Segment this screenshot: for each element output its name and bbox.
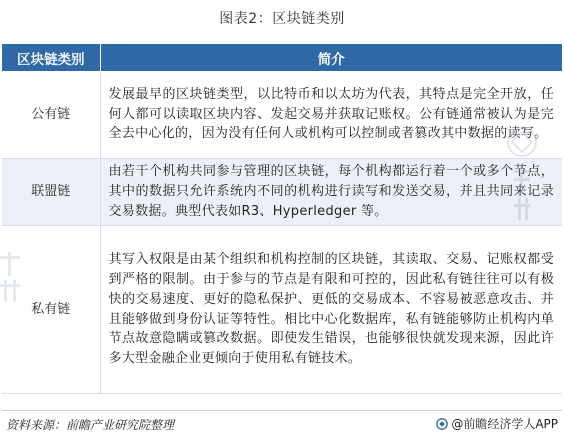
row-type-consortium-chain: 联盟链	[2, 159, 100, 226]
column-header-type: 区块链类别	[2, 44, 100, 71]
table-row	[2, 226, 562, 394]
brand-credit	[436, 415, 558, 432]
bottom-divider	[2, 410, 562, 411]
qianzhan-logo-icon	[436, 418, 448, 430]
figure-title: 图表2：区块链类别	[219, 11, 345, 27]
column-header-description: 简介	[100, 44, 562, 71]
brand-credit-text: @前瞻经济学人APP	[451, 417, 558, 431]
row-type-private-chain: 私有链	[2, 226, 100, 394]
row-description-consortium-chain: 由若干个机构共同参与管理的区块链，每个机构都运行着一个或多个节点，其中的数据只允许系统内不同的机构进行读写和发送交易，并且共同来记录交易数据。典型代表如R3、Hyperledger 等。	[100, 159, 562, 226]
table-row	[2, 71, 562, 159]
row-type-public-chain: 公有链	[2, 71, 100, 159]
row-description-private-chain: 其写入权限是由某个组织和机构控制的区块链，其读取、交易、记账权都受到严格的限制。由于参与的节点是有限和可控的，因此私有链往往可以有极快的交易速度、更好的隐私保护、更低的交易成本、不容易被恶意攻击、并且能够做到身份认证等特性。相比中心化数据库，私有链能够防止机构内单节点故意隐瞒或篡改数据。即使发生错误，也能够很快就发现来源，因此许多大型金融企业更倾向于使用私有链技术。	[100, 226, 562, 394]
table-row	[2, 159, 562, 226]
blockchain-types-table	[2, 44, 562, 394]
row-description-public-chain: 发展最早的区块链类型，以比特币和以太坊为代表，其特点是完全开放，任何人都可以读取区块内容、发起交易并获取记账权。公有链通常被认为是完全去中心化的，因为没有任何人或机构可以控制或者篡改其中数据的读写。	[100, 71, 562, 159]
source-note: 资料来源：前瞻产业研究院整理	[6, 418, 175, 432]
table-header-row	[2, 44, 562, 71]
